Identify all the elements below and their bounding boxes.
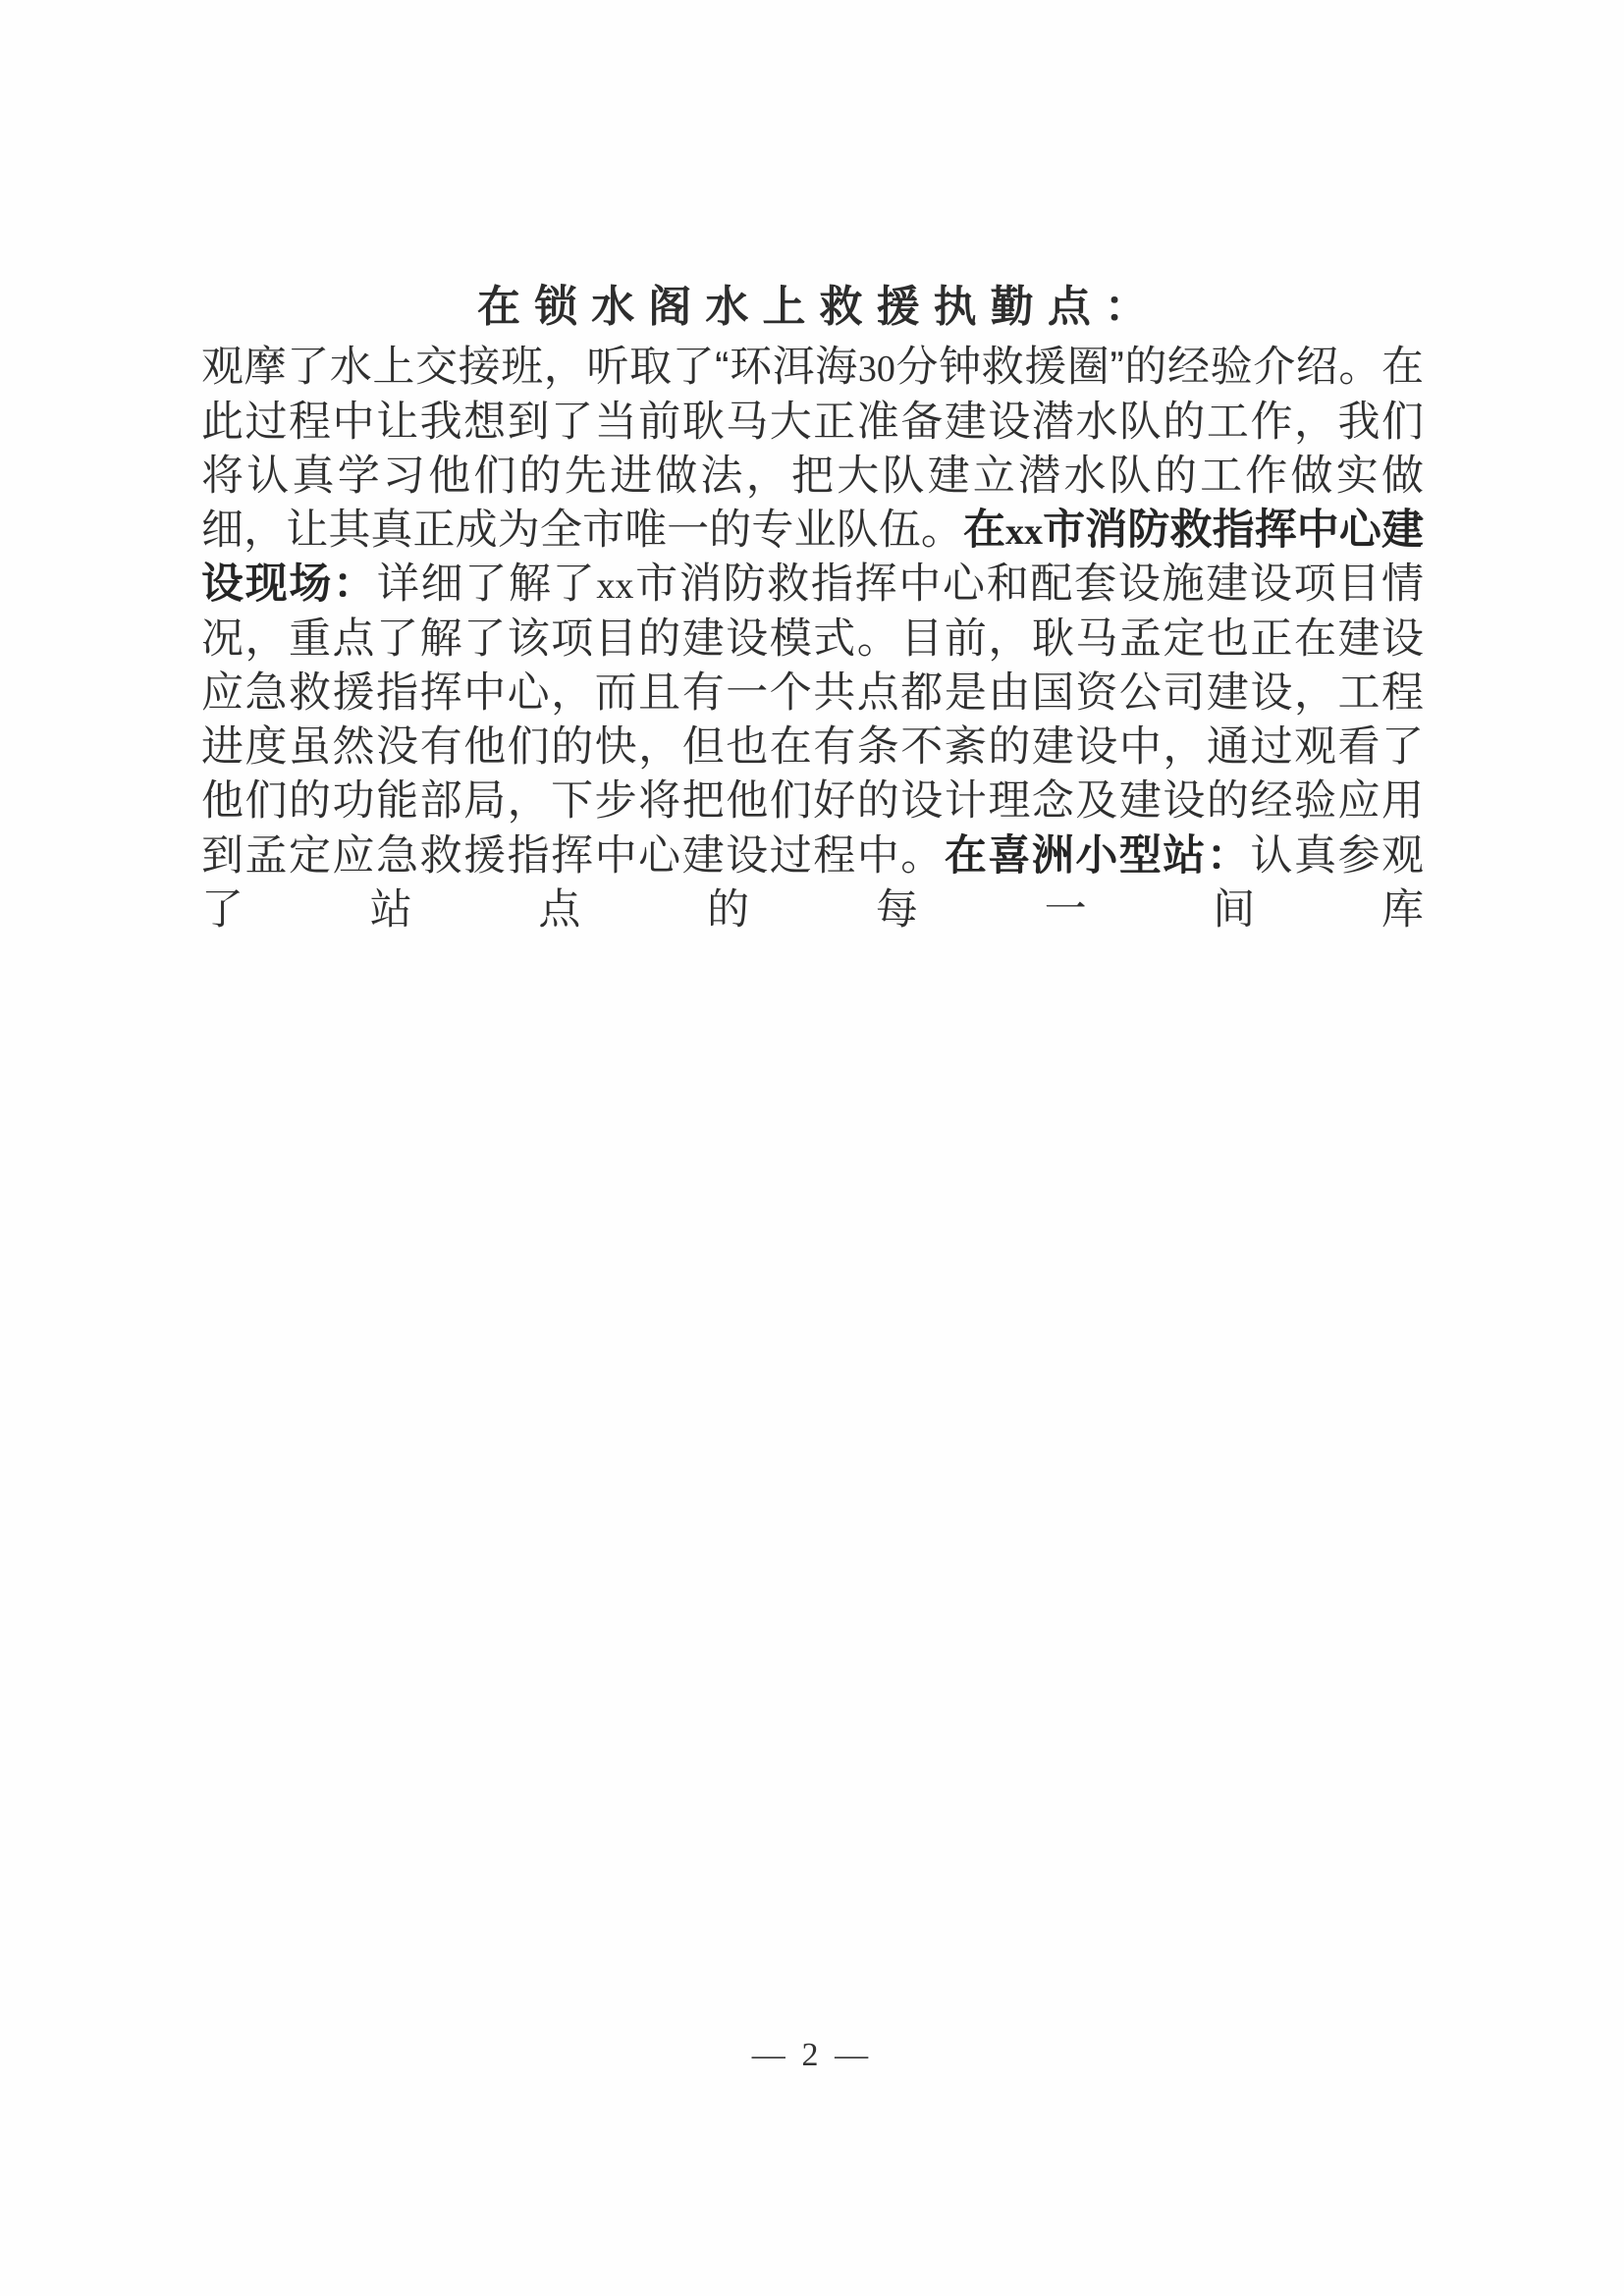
body-segment-5-bold: 市消防救指挥中心建设现场：	[201, 507, 1425, 609]
body-paragraph	[201, 341, 1424, 937]
body-segment-4-bold: xx	[1005, 511, 1044, 554]
body-segment-0: 观摩了水上交接班，听取了“环洱海	[201, 344, 858, 392]
body-segment-10: 认真参观了站点的每一间库	[201, 831, 1425, 934]
page-title: 在锁水阁水上救援执勤点：	[477, 283, 1163, 331]
page-content	[201, 280, 1424, 937]
body-segment-9-bold: 在喜洲小型站：	[944, 831, 1251, 880]
body-segment-1: 30	[857, 348, 895, 391]
body-segment-2: 分钟救援圈”的经验介绍。在此过程中让我想到了当前耿马大正准备建设潜水队的工作，我们将认真学习他们的先进做法，把大队建立潜水队的工作做实做细，让其真正成为全市唯一的专业队伍。	[201, 344, 1424, 555]
body-segment-3-bold: 在	[962, 507, 1006, 555]
body-segment-6: 详细了解了	[376, 561, 597, 609]
body-segment-7: xx	[596, 565, 634, 608]
page-number: — 2 —	[751, 2037, 873, 2073]
body-segment-8: 市消防救指挥中心和配套设施建设项目情况，重点了解了该项目的建设模式。目前，耿马孟定也正在建设应急救援指挥中心，而且有一个共点都是由国资公司建设，工程进度虽然没有他们的快，但也在有条不紊的建设中，通过观看了他们的功能部局，下步将把他们好的设计理念及建设的经验应用到孟定应急救援指挥中心建设过程中。	[201, 561, 1425, 880]
